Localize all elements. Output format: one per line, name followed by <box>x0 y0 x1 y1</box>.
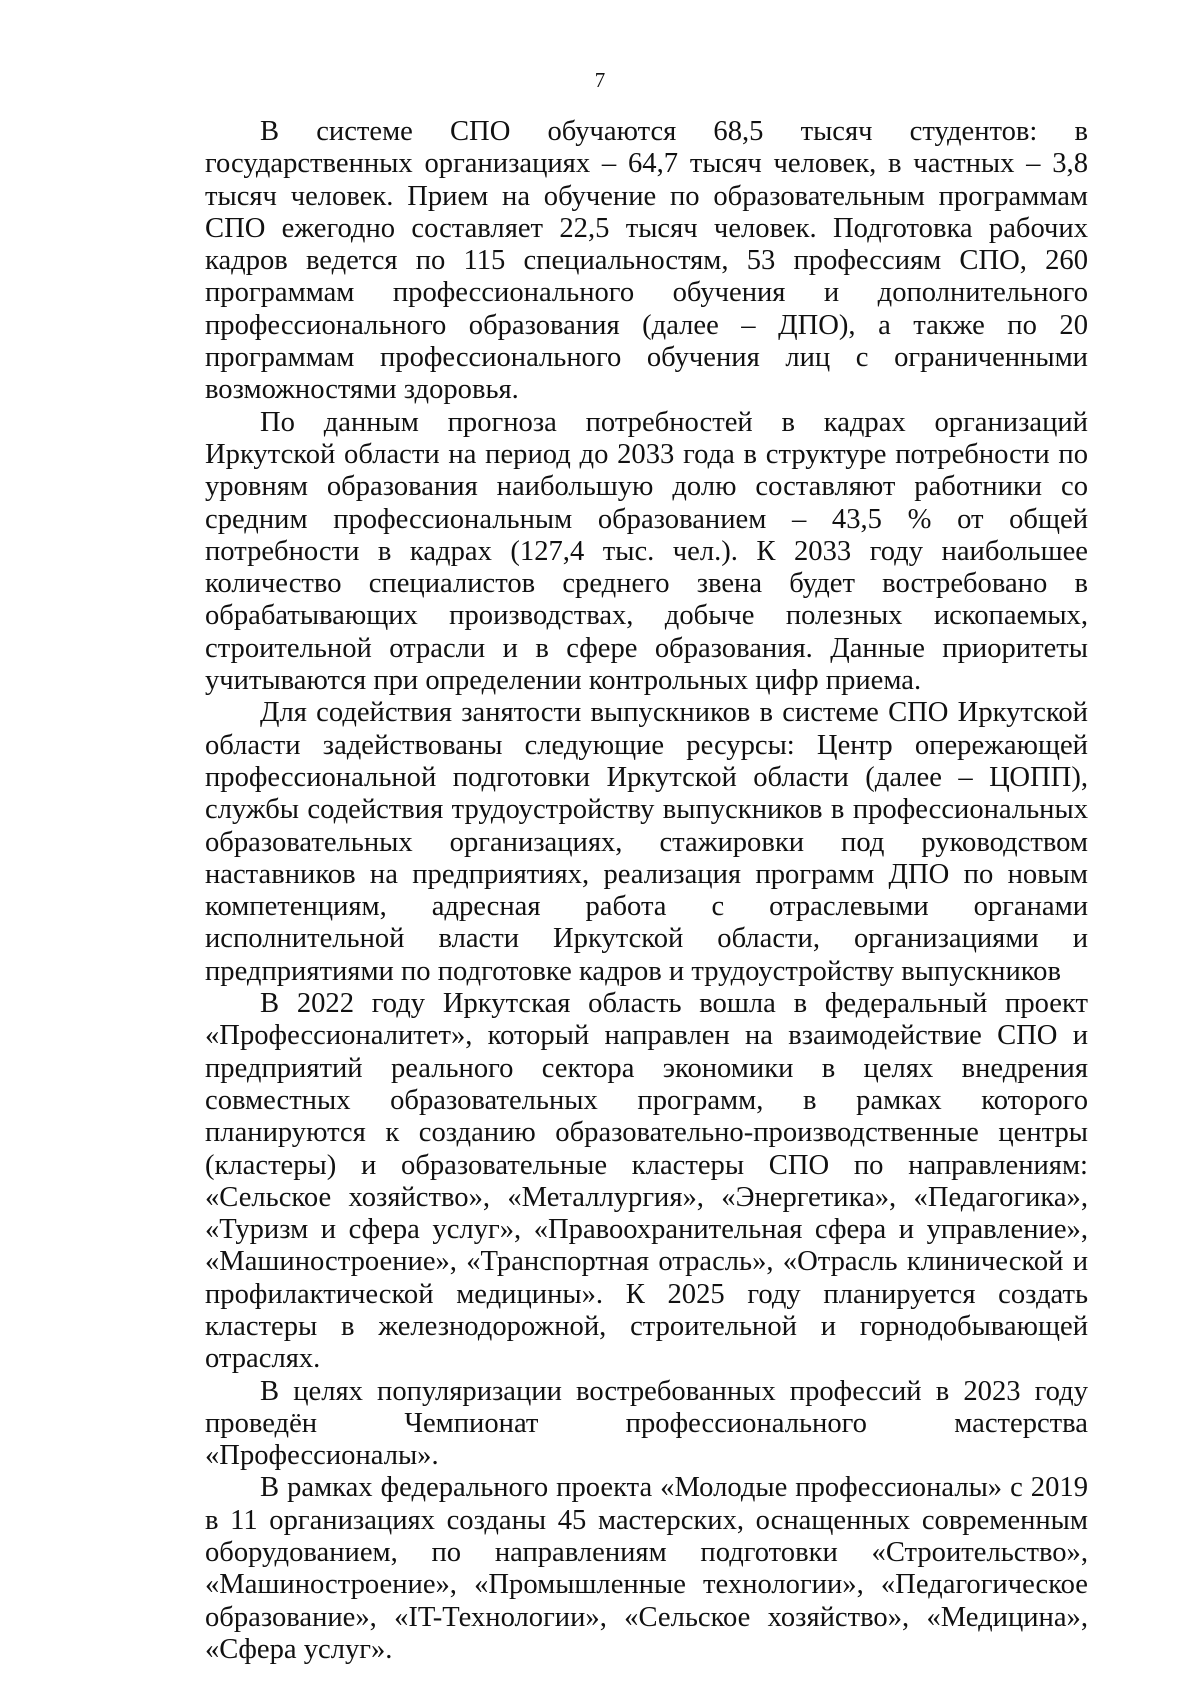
paragraph-staff-forecast: По данным прогноза потребностей в кадрах организаций Иркутской области на период до 2033 года в структуре потребности по уровням образования наибольшую долю составляют работники со средним профессиональным образованием – 43,5 % от общей потребности в кадрах (127,4 тыс. чел.). К 2033 году наибольшее количество специалистов среднего звена будет востребовано в обрабатывающих производствах, добыче полезных ископаемых, строительной отрасли и в сфере образования. Данные приоритеты учитываются при определении контрольных цифр приема. <box>205 406 1088 697</box>
paragraph-championship: В целях популяризации востребованных профессий в 2023 году проведён Чемпионат профессионального мастерства «Профессионалы». <box>205 1375 1088 1472</box>
paragraph-young-professionals: В рамках федерального проекта «Молодые профессионалы» с 2019 в 11 организациях созданы 45 мастерских, оснащенных современным оборудованием, по направлениям подготовки «Строительство», «Машиностроение», «Промышленные технологии», «Педагогическое образование», «IT-Технологии», «Сельское хозяйство», «Медицина», «Сфера услуг». <box>205 1472 1088 1665</box>
paragraph-spo-students: В системе СПО обучаются 68,5 тысяч студентов: в государственных организациях – 64,7 тысяч человек, в частных – 3,8 тысяч человек. Прием на обучение по образовательным программам СПО ежегодно составляет 22,5 тысяч человек. Подготовка рабочих кадров ведется по 115 специальностям, 53 профессиям СПО, 260 программам профессионального обучения и дополнительного профессионального образования (далее – ДПО), а также по 20 программам профессионального обучения лиц с ограниченными возможностями здоровья. <box>205 116 1088 406</box>
paragraph-employment-resources: Для содействия занятости выпускников в системе СПО Иркутской области задействованы следующие ресурсы: Центр опережающей профессиональной подготовки Иркутской области (далее – ЦОПП), службы содействия трудоустройству выпускников в профессиональных образовательных организациях, стажировки под руководством наставников на предприятиях, реализация программ ДПО по новым компетенциям, адресная работа с отраслевыми органами исполнительной власти Иркутской области, организациями и предприятиями по подготовке кадров и трудоустройству выпускников <box>205 697 1088 987</box>
paragraph-professionalitet: В 2022 году Иркутская область вошла в федеральный проект «Профессионалитет», который направлен на взаимодействие СПО и предприятий реального сектора экономики в целях внедрения совместных образовательных программ, в рамках которого планируются к созданию образовательно-производственные центры (кластеры) и образовательные кластеры СПО по направлениям: «Сельское хозяйство», «Металлургия», «Энергетика», «Педагогика», «Туризм и сфера услуг», «Правоохранительная сфера и управление», «Машиностроение», «Транспортная отрасль», «Отрасль клинической и профилактической медицины». К 2025 году планируется создать кластеры в железнодорожной, строительной и горнодобывающей отраслях. <box>205 988 1088 1375</box>
document-body <box>205 116 1088 1666</box>
page-number: 7 <box>594 68 606 92</box>
